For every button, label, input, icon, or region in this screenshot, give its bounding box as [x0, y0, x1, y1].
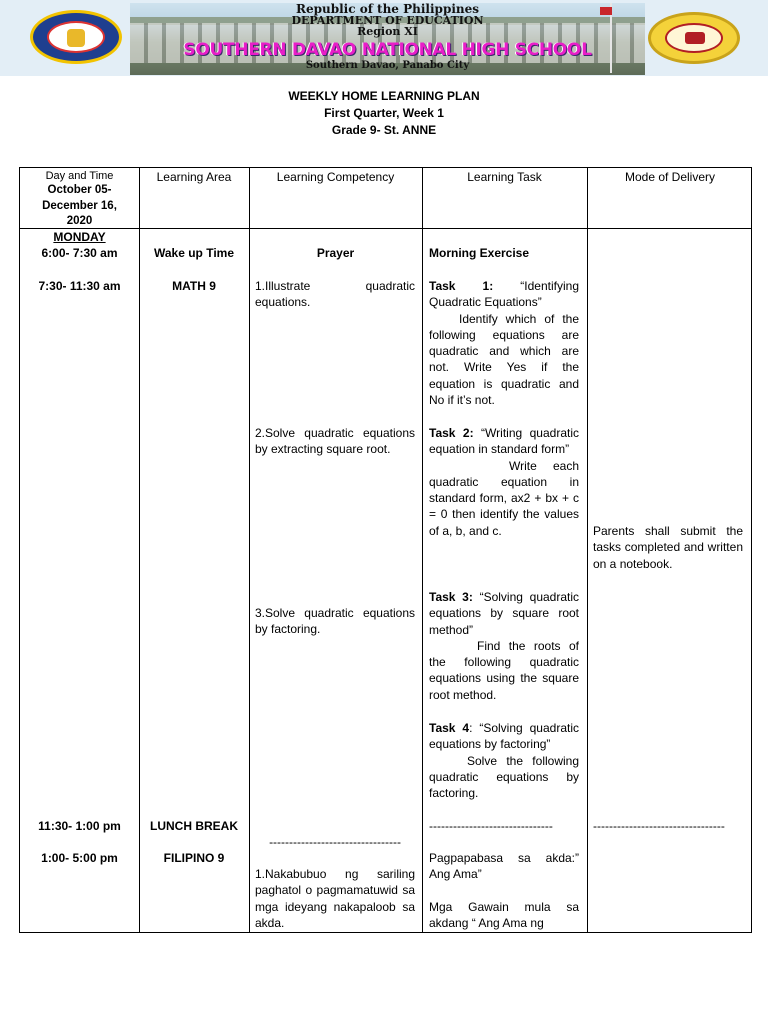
time-1-5: 1:00- 5:00 pm	[41, 851, 118, 865]
delivery-text: Parents shall submit the tasks completed and written on a notebook.	[593, 524, 743, 571]
header-mode-of-delivery: Mode of Delivery	[624, 170, 716, 184]
day-label: MONDAY	[53, 230, 106, 244]
task-4	[429, 720, 579, 801]
header-learning-task: Learning Task	[467, 170, 542, 184]
task-1-body: Identify which of the following equations are quadratic and which are not. Write Yes if the equation is quadratic and No if it’s not.	[429, 311, 579, 408]
header-learning-competency: Learning Competency	[276, 170, 395, 184]
deped-seal-icon	[30, 10, 122, 64]
task-3-body: Find the roots of the following quadratic equations using the square root method.	[429, 638, 579, 702]
area-lunch-break: LUNCH BREAK	[150, 819, 238, 833]
plan-grade: Grade 9- St. ANNE	[331, 123, 437, 137]
school-seal-icon	[648, 12, 740, 64]
time-1130-1: 11:30- 1:00 pm	[38, 819, 121, 833]
task-2-body: Write each quadratic equation in standard form, ax2 + bx + c = 0 then identify the values of a, b, and c.	[429, 458, 579, 538]
area-wake-up: Wake up Time	[153, 246, 235, 260]
task-1	[429, 278, 579, 408]
task-filipino-1: Pagpapabasa sa akda:” Ang Ama”	[429, 851, 579, 882]
department-line: DEPARTMENT OF EDUCATION	[291, 14, 484, 27]
task-2-label: Task 2:	[429, 426, 474, 440]
task-dash: -------------------------------	[429, 819, 553, 833]
area-filipino: FILIPINO 9	[163, 851, 225, 865]
header-day-time: Day and Time	[45, 170, 114, 182]
task-4-body: Solve the following quadratic equations by factoring.	[429, 753, 579, 801]
task-2-title: “Writing quadratic equation in standard form”	[429, 426, 579, 457]
delivery-dash: ---------------------------------	[593, 819, 725, 833]
competency-filipino: 1.Nakabubuo ng sariling paghatol o pagmamatuwid sa mga ideyang nakapaloob sa akda.	[255, 867, 415, 930]
task-morning-exercise: Morning Exercise	[429, 246, 530, 260]
school-name: SOUTHERN DAVAO NATIONAL HIGH SCHOOL	[183, 40, 592, 60]
task-4-title: : “Solving quadratic equations by factoring”	[429, 721, 579, 752]
task-3-title: “Solving quadratic equations by square root method”	[429, 590, 580, 637]
header-date-range: October 05- December 16, 2020	[42, 184, 117, 227]
task-3-label: Task 3:	[429, 590, 473, 604]
competency-prayer: Prayer	[316, 246, 355, 260]
time-6-730: 6:00- 7:30 am	[41, 246, 118, 260]
school-address: Southern Davao, Panabo City	[305, 60, 470, 71]
region-line: Region XI	[357, 25, 418, 38]
learning-plan-table	[19, 167, 752, 933]
plan-title: WEEKLY HOME LEARNING PLAN	[288, 89, 480, 103]
competency-2: 2.Solve quadratic equations by extracting square root.	[255, 426, 415, 457]
task-4-label: Task 4	[429, 721, 470, 735]
time-730-1130: 7:30- 11:30 am	[38, 279, 121, 293]
school-header-banner	[0, 0, 768, 76]
competency-1: 1.Illustrate quadratic equations.	[255, 279, 415, 310]
task-3	[429, 589, 579, 703]
area-math: MATH 9	[172, 279, 216, 293]
task-filipino-2: Mga Gawain mula sa akdang “ Ang Ama ng	[429, 900, 579, 931]
task-1-title: “Identifying Quadratic Equations”	[429, 279, 579, 310]
task-2	[429, 425, 579, 539]
competency-3: 3.Solve quadratic equations by factoring.	[255, 606, 415, 637]
task-1-label: Task 1:	[429, 279, 494, 293]
header-learning-area: Learning Area	[156, 170, 232, 184]
competency-dash: ---------------------------------	[269, 835, 401, 849]
plan-quarter: First Quarter, Week 1	[324, 106, 444, 120]
republic-line: Republic of the Philippines	[295, 2, 480, 16]
